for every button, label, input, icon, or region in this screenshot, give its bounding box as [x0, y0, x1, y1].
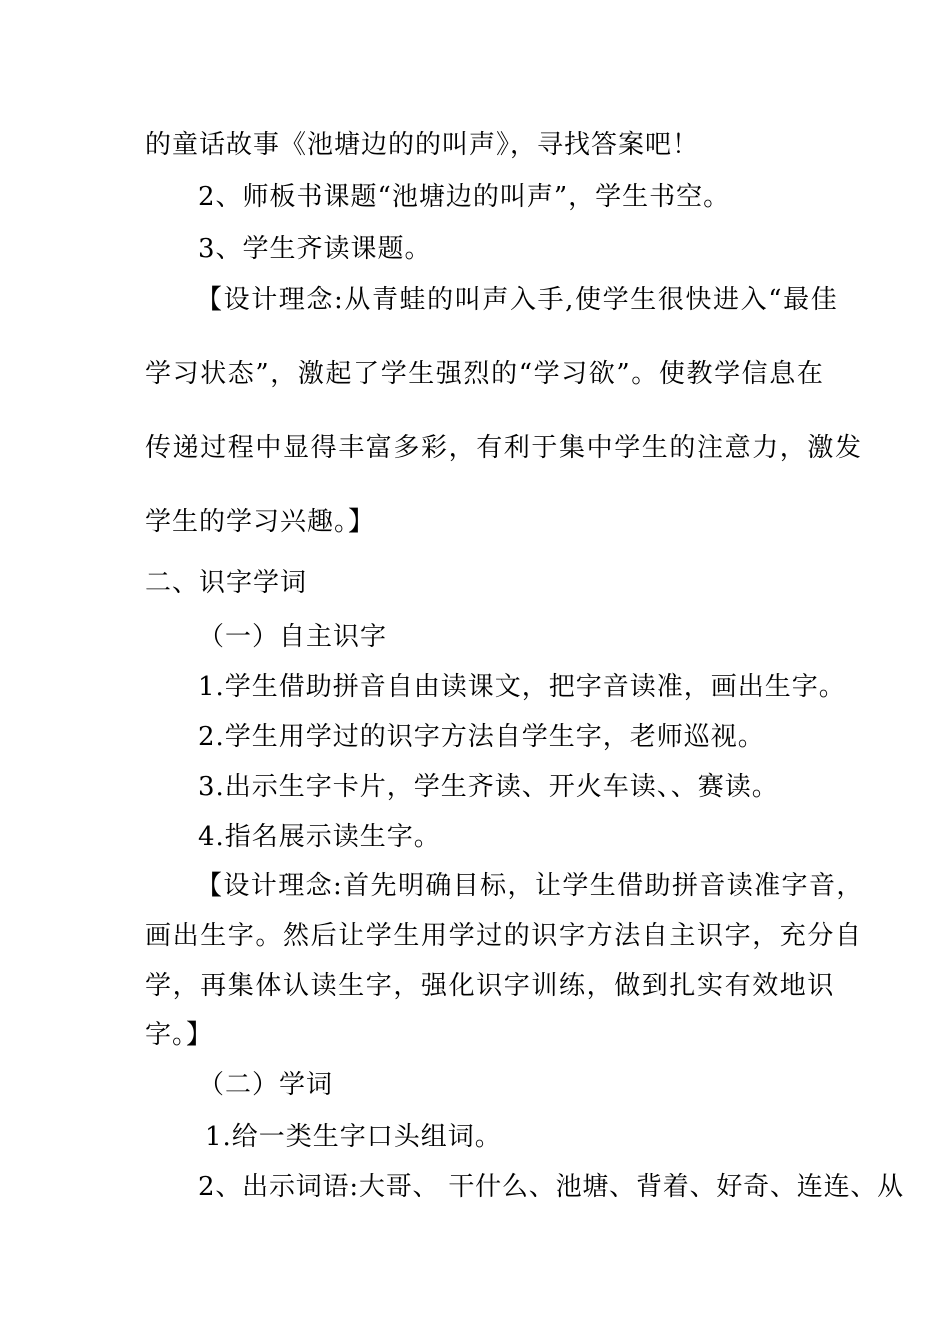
design-note-1-line-4: 学生的学习兴趣。】 [145, 507, 376, 537]
section-heading-2: 二、识字学词 [145, 568, 308, 598]
design-note-1-line-1: 【设计理念:从青蛙的叫声入手,使学生很快进入“最佳 [196, 285, 839, 315]
design-note-2-line-2: 画出生字。然后让学生用学过的识字方法自主识字，充分自 [145, 921, 863, 951]
text-line-step-3: 3、学生齐读课题。 [198, 234, 432, 264]
design-note-2-line-4: 字。】 [145, 1020, 214, 1050]
design-note-1-line-2: 学习状态”，激起了学生强烈的“学习欲”。使教学信息在 [145, 359, 825, 389]
list-item-4: 4.指名展示读生字。 [198, 822, 441, 852]
design-note-2-line-3: 学，再集体认读生字，强化识字训练，做到扎实有效地识 [145, 971, 836, 1001]
design-note-2-line-1: 【设计理念:首先明确目标，让学生借助拼音读准字音， [196, 871, 864, 901]
subsection-heading-2: （二）学词 [198, 1070, 334, 1100]
word-list-item-1: 1.给一类生字口头组词。 [205, 1122, 502, 1152]
design-note-1-line-3: 传递过程中显得丰富多彩，有利于集中学生的注意力，激发 [145, 433, 863, 463]
list-item-3: 3.出示生字卡片，学生齐读、开火车读、、赛读。 [198, 772, 779, 802]
text-line-step-2: 2、师板书课题“池塘边的叫声”，学生书空。 [198, 182, 731, 212]
list-item-1: 1.学生借助拼音自由读课文，把字音读准，画出生字。 [198, 672, 846, 702]
list-item-2: 2.学生用学过的识字方法自学生字，老师巡视。 [198, 722, 765, 752]
subsection-heading-1: （一）自主识字 [198, 622, 388, 652]
word-list-item-2: 2、出示词语:大哥、 干什么、池塘、背着、好奇、连连、从 [198, 1172, 904, 1202]
text-line-story-intro: 的童话故事《池塘边的的叫声》，寻找答案吧！ [145, 130, 700, 160]
